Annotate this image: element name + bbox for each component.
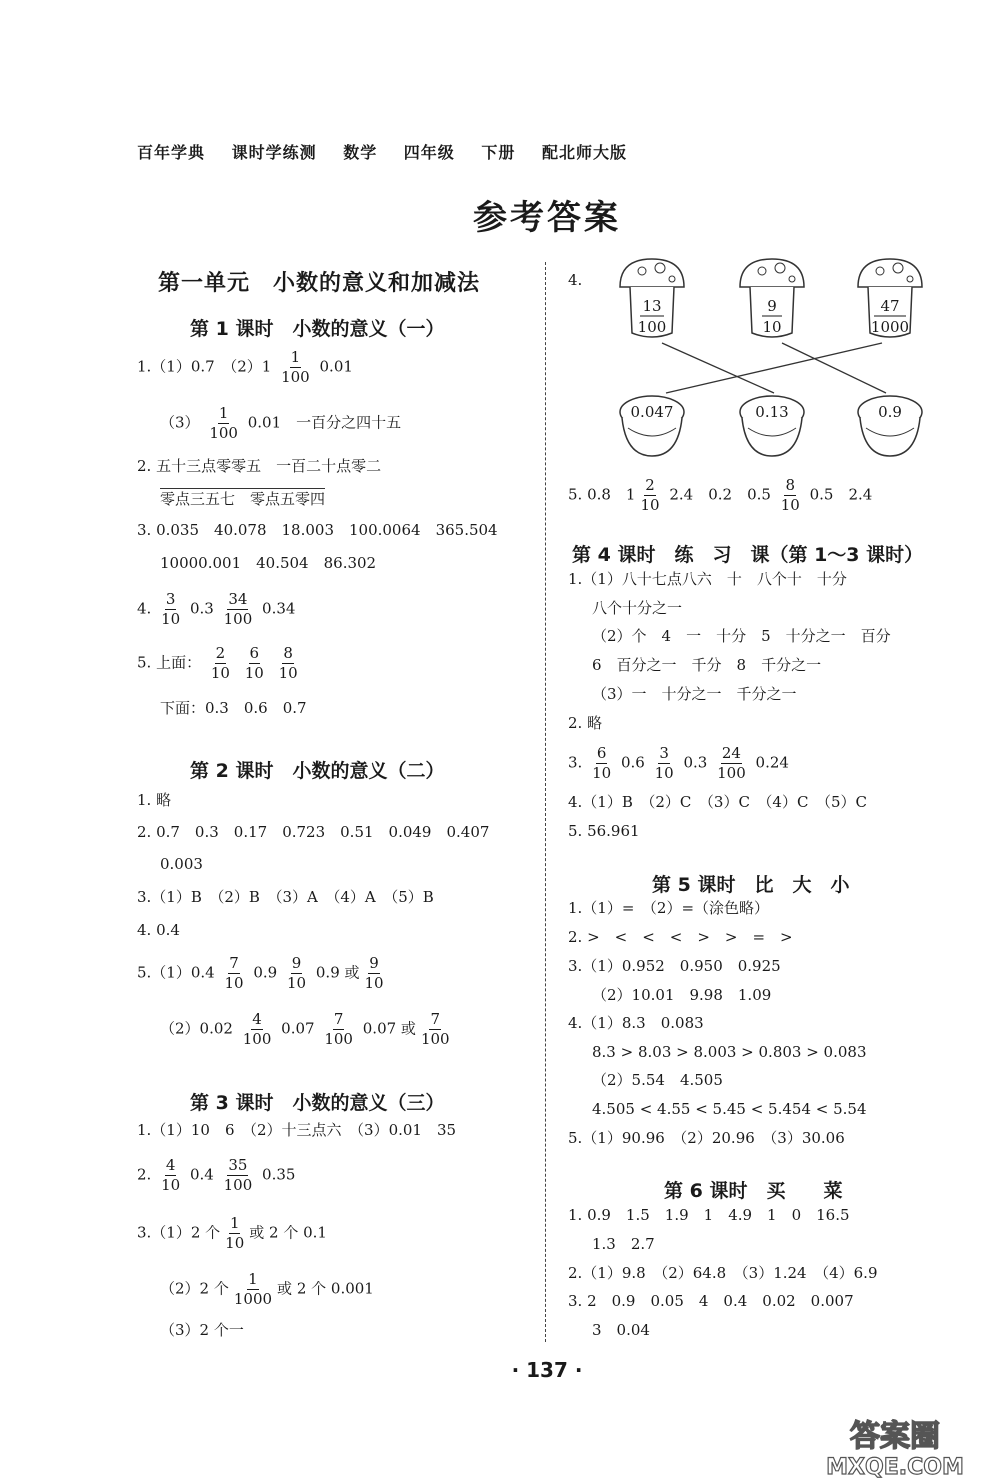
fraction: $\frac{8}{10}$ [278,644,298,682]
l3-q3c: （3）2 个一 [160,1321,244,1339]
l5-line-2: 2. > < < < > > = > [568,928,793,946]
l5-line-4: （2）10.01 9.98 1.09 [592,986,772,1004]
l4-line-3: （2）个 4 一 十分 5 十分之一 百分 [592,627,891,645]
fraction: $\frac{6}{10}$ [244,644,264,682]
l1-q5a: 5. 上面： $\frac{2}{10}$ $\frac{6}{10}$ $\frac{8}{10}$ [137,644,298,682]
fraction: $\frac{3}{10}$ [161,590,181,628]
l3-q3a: 3.（1）2 个 $\frac{1}{10}$ 或 2 个 0.1 [137,1214,327,1252]
watermark-logo [800,1412,990,1480]
l4-q3: 3. $\frac{6}{10}$ 0.6 $\frac{3}{10}$ 0.3 $\frac{24}{100}$ 0.24 [568,744,789,782]
header-edition: 配北师大版 [541,143,627,162]
l4-line-5: （3）一 十分之一 千分之一 [592,685,797,703]
header-volume: 下册 [481,143,516,162]
fraction: $\frac{1}{100}$ [209,404,238,442]
l4-line-6: 2. 略 [568,714,603,732]
l1-q5b: 下面：0.3 0.6 0.7 [160,699,307,717]
l5-line-5: 4.（1）8.3 0.083 [568,1014,704,1032]
lesson-4-heading: 第 4 课时 练 习 课（第 1～3 课时） [572,544,924,566]
mushroom-2-num: 9 [767,297,777,315]
fraction: $\frac{2}{10}$ [640,476,660,514]
l1-q1a-tail: 0.01 [319,357,353,376]
l2-q5a: 5.（1）0.4 $\frac{7}{10}$ 0.9 $\frac{9}{10}$ 0.9 或 $\frac{9}{10}$ [137,954,384,992]
fraction: $\frac{35}{100}$ [223,1156,253,1194]
mushroom-1-num: 13 [642,297,662,315]
basket-1-label: 0.047 [630,403,674,421]
site-watermark [800,1412,990,1480]
page-title: 参考答案 [473,198,621,238]
lesson-1-heading: 第 1 课时 小数的意义（一） [190,318,445,340]
l6-line-5: 3 0.04 [592,1321,650,1339]
l6-line-3: 2.（1）9.8 （2）64.8 （3）1.24 （4）6.9 [568,1264,878,1282]
unit-title: 第一单元 小数的意义和加减法 [158,271,481,296]
l6-line-1: 1. 0.9 1.5 1.9 1 4.9 1 0 16.5 [568,1206,850,1224]
header-subject: 数学 [343,143,378,162]
l1-q1b [160,406,401,441]
header-book: 课时学练测 [231,143,317,162]
match-line [662,343,774,393]
l2-q1: 1. 略 [137,791,172,809]
lesson-6-heading: 第 6 课时 买 菜 [664,1180,843,1202]
fraction: $\frac{3}{10}$ [654,744,674,782]
book-header [137,140,647,163]
l5-line-3: 3.（1）0.952 0.950 0.925 [568,957,781,975]
lesson-5-heading: 第 5 课时 比 大 小 [652,874,850,896]
fraction: $\frac{9}{10}$ [287,954,307,992]
l5-line-8: 4.505 < 4.55 < 5.45 < 5.454 < 5.54 [592,1100,867,1118]
mushroom-1-den: 100 [637,318,667,336]
watermark-bottom: MXQE.COM [826,1455,964,1480]
l1-q1b-tail: 0.01 一百分之四十五 [247,413,402,432]
fraction: $\frac{7}{100}$ [420,1010,450,1048]
l5-line-6: 8.3 > 8.03 > 8.003 > 0.803 > 0.083 [592,1043,867,1061]
l3-q3b: （2）2 个 $\frac{1}{1000}$ 或 2 个 0.001 [160,1270,374,1308]
fraction: $\frac{4}{10}$ [161,1156,181,1194]
mushroom-3-num: 47 [880,297,900,315]
fraction: $\frac{7}{100}$ [324,1010,353,1048]
fraction: $\frac{9}{10}$ [364,954,384,992]
watermark-top: 答案圈 [850,1419,940,1454]
header-series: 百年学典 [137,143,206,162]
l2-q2b: 0.003 [160,855,203,873]
l1-q3a: 3. 0.035 40.078 18.003 100.0064 365.504 [137,521,498,539]
l1-q1a-text: 1.（1）0.7 （2）1 [137,357,272,376]
mushroom-basket-diagram [600,255,940,465]
mushroom-2-den: 10 [762,318,782,336]
r-q4-label: 4. [568,271,583,289]
match-line [782,343,886,393]
page-number: · 137 · [511,1358,583,1382]
lesson-2-heading: 第 2 课时 小数的意义（二） [190,760,445,782]
fraction: $\frac{8}{10}$ [780,476,800,514]
fraction: $\frac{1}{1000}$ [233,1270,273,1308]
l5-line-9: 5.（1）90.96 （2）20.96 （3）30.06 [568,1129,845,1147]
l2-q4: 4. 0.4 [137,921,180,939]
column-divider [545,262,546,1342]
l6-line-2: 1.3 2.7 [592,1235,655,1253]
l5-line-1: 1.（1）= （2）=（涂色略） [568,899,770,917]
lesson-3-heading: 第 3 课时 小数的意义（三） [190,1092,445,1114]
match-line [666,343,882,393]
l4-line-2: 八个十分之一 [592,599,683,617]
l4-q5: 5. 56.961 [568,822,640,840]
l4-line-1: 1.（1）八十七点八六 十 八个十 十分 [568,570,847,588]
l2-q2a: 2. 0.7 0.3 0.17 0.723 0.51 0.049 0.407 [137,823,490,841]
basket-2-label: 0.13 [755,403,789,421]
fraction: $\frac{1}{100}$ [281,348,310,386]
mushroom-3-den: 1000 [870,318,910,336]
basket-3-label: 0.9 [878,403,902,421]
l1-q4: 4. $\frac{3}{10}$ 0.3 $\frac{34}{100}$ 0.34 [137,590,296,628]
l1-q2b: 零点三五七 零点五零四 [160,490,326,508]
fraction: $\frac{1}{10}$ [225,1214,245,1252]
fraction: $\frac{2}{10}$ [210,644,230,682]
fraction: $\frac{4}{100}$ [242,1010,272,1048]
l5-line-7: （2）5.54 4.505 [592,1071,723,1089]
l3-q2: 2. $\frac{4}{10}$ 0.4 $\frac{35}{100}$ 0.35 [137,1156,296,1194]
l1-q2a: 2. 五十三点零零五 一百二十点零二 [137,457,382,475]
r-q5: 5. 0.8 1 $\frac{2}{10}$ 2.4 0.2 0.5 $\frac{8}{10}$ 0.5 2.4 [568,476,873,514]
fraction: $\frac{34}{100}$ [223,590,253,628]
l2-q5b: （2）0.02 $\frac{4}{100}$ 0.07 $\frac{7}{100}$ 0.07 或 $\frac{7}{100}$ [160,1010,450,1048]
l1-q3b: 10000.001 40.504 86.302 [160,554,377,572]
l4-line-4: 6 百分之一 千分 8 千分之一 [592,656,822,674]
fraction: $\frac{24}{100}$ [717,744,746,782]
l3-q1: 1.（1）10 6 （2）十三点六 （3）0.01 35 [137,1121,457,1139]
l1-q1a [137,350,353,385]
fraction: $\frac{6}{10}$ [592,744,612,782]
fraction: $\frac{7}{10}$ [224,954,244,992]
l4-q4: 4.（1）B （2）C （3）C （4）C （5）C [568,793,867,811]
l1-q1b-text: （3） [160,413,200,432]
l2-q3: 3.（1）B （2）B （3）A （4）A （5）B [137,888,434,906]
l6-line-4: 3. 2 0.9 0.05 4 0.4 0.02 0.007 [568,1292,854,1310]
header-grade: 四年级 [403,143,455,162]
